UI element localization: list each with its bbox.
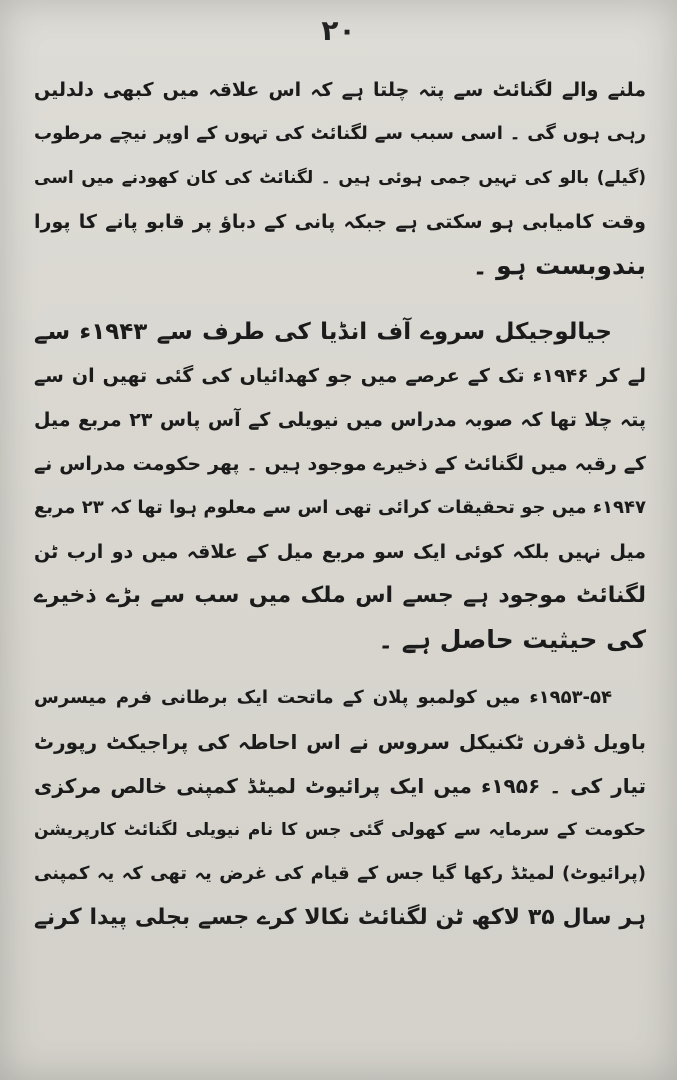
text-line: کے رقبہ میں لگنائٹ کے ذخیرے موجود ہیں ۔ پھر حکومت مدراس نے: [34, 453, 646, 475]
text-line: لگنائٹ موجود ہے جسے اس ملک میں سب سے بڑے ذخیرے: [34, 583, 646, 608]
text-line: میل نہیں بلکہ کوئی ایک سو مربع میل کے علاقہ میں دو ارب ٹن: [34, 541, 646, 563]
paragraph-spacer: [34, 288, 646, 310]
text-line: ۱۹۵۳-۵۴ء میں کولمبو پلان کے ماتحت ایک برطانی فرم میسرس: [34, 687, 612, 708]
paragraph-3: [34, 676, 646, 940]
text-line: (پرائیوٹ) لمیٹڈ رکھا گیا جس کے قیام کی غرض یہ تھی کہ یہ کمپنی: [34, 863, 646, 884]
text-line: ہر سال ۳۵ لاکھ ٹن لگنائٹ نکالا کرے جسے بجلی پیدا کرنے: [34, 905, 646, 930]
page-text: [34, 68, 646, 940]
text-line: تیار کی ۔ ۱۹۵۶ء میں ایک پرائیوٹ لمیٹڈ کمپنی خالص مرکزی: [34, 774, 646, 798]
text-line: حکومت کے سرمایہ سے کھولی گئی جس کا نام نیویلی لگنائٹ کارپریشن: [34, 820, 646, 840]
text-line: پتہ چلا تھا کہ صوبہ مدراس میں نیویلی کے آس پاس ۲۳ مربع میل: [34, 409, 647, 431]
text-line: بندوبست ہو ۔: [472, 251, 646, 280]
text-line: کی حیثیت حاصل ہے ۔: [378, 625, 646, 654]
paragraph-2: [34, 310, 646, 662]
text-line: وقت کامیابی ہو سکتی ہے جبکہ پانی کے دباؤ پر قابو پانے کا پورا: [34, 211, 646, 233]
paragraph-spacer: [34, 662, 646, 676]
text-line: جیالوجیکل سروے آف انڈیا کی طرف سے ۱۹۴۳ء سے: [34, 319, 612, 345]
text-line: باویل ڈفرن ٹکنیکل سروس نے اس احاطہ کی پراجیکٹ رپورٹ: [34, 730, 646, 754]
text-line: رہی ہوں گی ۔ اسی سبب سے لگنائٹ کی تہوں کے اوپر نیچے مرطوب: [34, 123, 647, 144]
text-line: (گیلے) بالو کی تہیں جمی ہوئی ہیں ۔ لگنائٹ کی کان کھودنے میں اسی: [34, 168, 646, 188]
text-line: ملنے والے لگنائٹ سے پتہ چلتا ہے کہ اس علاقہ میں کبھی دلدلیں: [34, 79, 646, 101]
paragraph-1: [34, 68, 646, 288]
page-number: ۲۰: [321, 14, 356, 47]
text-line: ۱۹۴۷ء میں جو تحقیقات کرائی تھی اس سے معلوم ہوا تھا کہ ۲۳ مربع: [34, 497, 646, 518]
text-line: لے کر ۱۹۴۶ء تک کے عرصے میں جو کھدائیاں کی گئی تھیں ان سے: [34, 365, 646, 387]
